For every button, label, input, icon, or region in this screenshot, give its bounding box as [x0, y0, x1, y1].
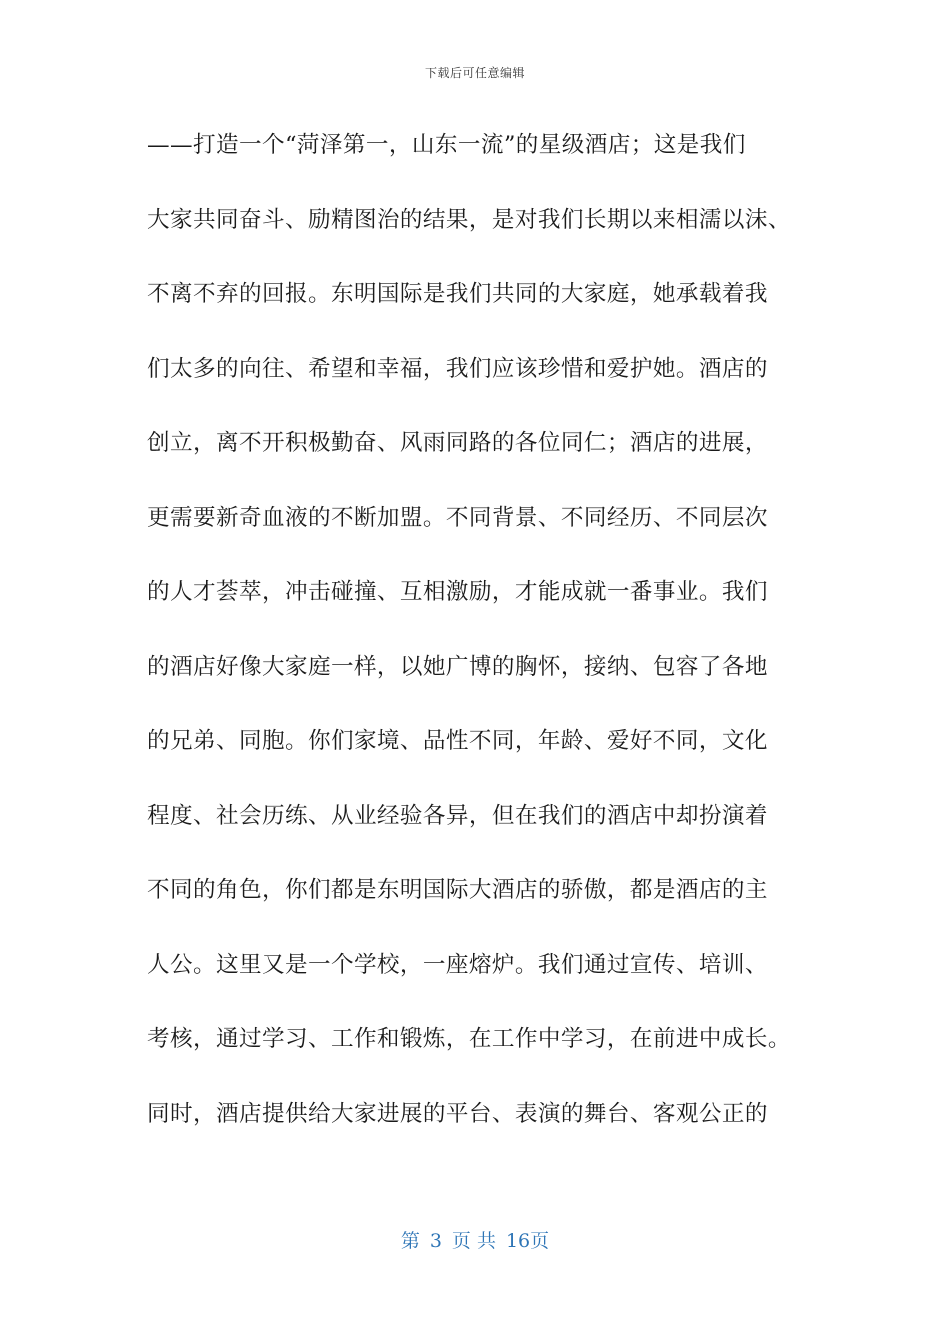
- text-line: 同时，酒店提供给大家进展的平台、表演的舞台、客观公正的: [147, 1100, 768, 1127]
- text-line: 的人才荟萃，冲击碰撞、互相激励，才能成就一番事业。我们: [147, 579, 768, 605]
- page-prefix: 第: [400, 1230, 420, 1252]
- text-line: 更需要新奇血液的不断加盟。不同背景、不同经历、不同层次: [147, 504, 768, 531]
- total-pages-number: 16: [505, 1230, 531, 1252]
- page-mid-text: 页 共: [451, 1230, 496, 1252]
- text-line: 考核，通过学习、工作和锻炼，在工作中学习，在前进中成长。: [147, 1026, 791, 1052]
- body-text: [147, 123, 817, 1166]
- text-line: 的酒店好像大家庭一样，以她广博的胸怀，接纳、包容了各地: [147, 653, 768, 680]
- text-line: ——打造一个“菏泽第一，山东一流”的星级酒店；这是我们: [147, 132, 746, 158]
- text-line: 们太多的向往、希望和幸福，我们应该珍惜和爱护她。酒店的: [147, 355, 768, 382]
- text-line: 的兄弟、同胞。你们家境、品性不同，年龄、爱好不同，文化: [147, 728, 768, 754]
- page-suffix: 页: [530, 1230, 550, 1252]
- text-line: 人公。这里又是一个学校，一座熔炉。我们通过宣传、培训、: [147, 951, 768, 978]
- text-line: 不离不弃的回报。东明国际是我们共同的大家庭，她承载着我: [147, 281, 768, 307]
- page-number-footer: [0, 1226, 950, 1253]
- text-line: 大家共同奋斗、励精图治的结果，是对我们长期以来相濡以沫、: [147, 206, 791, 233]
- text-line: 程度、社会历练、从业经验各异，但在我们的酒店中却扮演着: [147, 802, 768, 829]
- page-header: 下载后可任意编辑: [424, 66, 525, 80]
- text-line: 创立，离不开积极勤奋、风雨同路的各位同仁；酒店的进展，: [147, 430, 768, 456]
- current-page-number: 3: [429, 1230, 442, 1252]
- text-line: 不同的角色，你们都是东明国际大酒店的骄傲，都是酒店的主: [147, 877, 768, 903]
